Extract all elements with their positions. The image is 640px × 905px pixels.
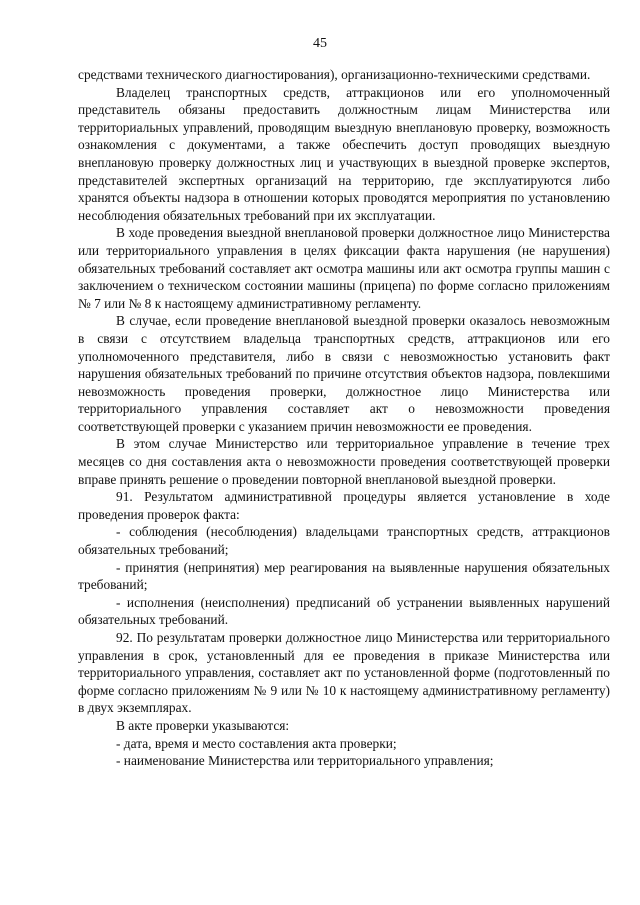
paragraph-item-92: 92. По результатам проверки должностное лицо Министерства или территориального управления в срок, установленный для ее проведения в приказе Министерства или территориального управления, составляет акт по установленной форме (подготовленный по форме согласно приложениям № 9 или № 10 к настоящему административному регламенту) в двух экземплярах. (78, 630, 610, 716)
list-item-ministry-name: - наименование Министерства или территориального управления; (116, 753, 494, 769)
document-body (78, 66, 610, 770)
paragraph-continuation: средствами технического диагностирования), организационно-техническими средствами. (78, 67, 591, 82)
list-item-orders: - исполнения (неисполнения) предписаний об устранении выявленных нарушений обязательных требований. (78, 594, 610, 628)
paragraph-repeat-inspection: В этом случае Министерство или территориальное управление в течение трех месяцев со дня составления акта о невозможности проведения соответствующей проверки вправе принять решение о проведении повторной внеплановой выездной проверки. (78, 436, 610, 487)
list-item-measures: - принятия (непринятия) мер реагирования на выявленные нарушения обязательных требований; (78, 559, 610, 593)
list-item-date-place: - дата, время и место составления акта проверки; (116, 735, 397, 751)
paragraph-item-91: 91. Результатом административной процедуры является установление в ходе проведения проверок факта: (78, 489, 610, 522)
page-number: 45 (313, 36, 327, 51)
paragraph-inspection-act: В ходе проведения выездной внеплановой проверки должностное лицо Министерства или территориального управления в целях фиксации факта нарушения (не нарушения) обязательных требований составляет акт осмотра машины или акт осмотра группы машин с заключением о техническом состоянии машины (прицепа) по форме согласно приложениям № 7 или № 8 к настоящему административному регламенту. (78, 225, 610, 311)
list-item-compliance: - соблюдения (несоблюдения) владельцами транспортных средств, аттракционов обязательных требований; (78, 524, 610, 558)
paragraph-impossibility-case: В случае, если проведение внеплановой выездной проверки оказалось невозможным в связи с отсутствием владельца транспортных средств, аттракционов или его уполномоченного представителя, либо в связи с невозможностью установить факт нарушения обязательных требований по причине отсутствия объектов надзора, повлекшими невозможность проведения проверки, должностное лицо Министерства или территориального управления составляет акт о невозможности проведения соответствующей проверки с указанием причин невозможности ее проведения. (78, 313, 610, 434)
paragraph-owner-obligations: Владелец транспортных средств, аттракционов или его уполномоченный представитель обязаны предоставить должностным лицам Министерства или территориальных управлений, проводящим выездную внеплановую проверку, возможность ознакомления с документами, а также обеспечить доступ проводящих выездную внеплановую проверку должностных лиц и участвующих в выездной проверке экспертов, представителей экспертных организаций на территорию, где эксплуатируются либо хранятся объекты надзора в отношении которых проводятся мероприятия по установлению несоблюдения обязательных требований при их эксплуатации. (78, 84, 610, 223)
paragraph-act-contents-heading: В акте проверки указываются: (116, 717, 290, 733)
